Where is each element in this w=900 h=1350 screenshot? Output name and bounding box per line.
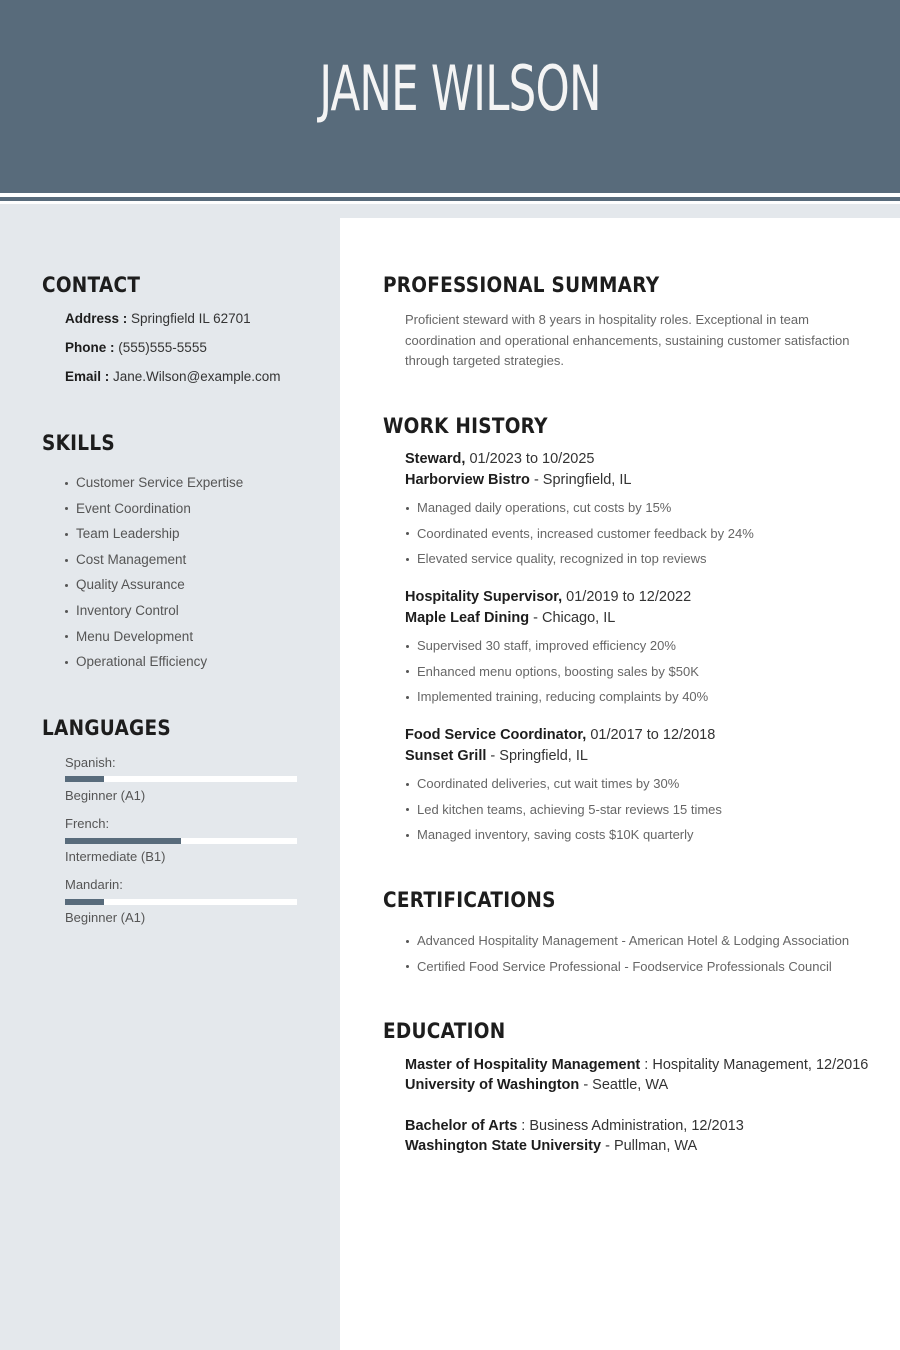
job-company-line — [405, 472, 631, 488]
education-location: - Pullman, WA — [605, 1138, 698, 1154]
summary-text: Proficient steward with 8 years in hospitality roles. Exceptional in team coordination and operational enhancements, sustaining customer satisfaction through targeted strategies. — [405, 312, 850, 369]
job-company: Maple Leaf Dining — [405, 610, 530, 626]
education-degree: Master of Hospitality Management — [405, 1057, 641, 1073]
address-value: Springfield IL 62701 — [131, 311, 251, 326]
education-field: : Hospitality Management, 12/2016 — [644, 1057, 869, 1073]
skills-list — [64, 470, 243, 675]
job-location: - Chicago, IL — [533, 610, 616, 626]
job-bullet: Managed daily operations, cut costs by 15% — [405, 495, 754, 521]
education-school-line — [405, 1138, 697, 1154]
language-bar-fill — [65, 838, 181, 844]
job-bullet: Led kitchen teams, achieving 5-star reviews 15 times — [405, 797, 722, 823]
skill-item: Cost Management — [64, 547, 243, 573]
language-bar — [65, 776, 297, 782]
contact-email — [65, 369, 281, 384]
language-name: Mandarin: — [65, 877, 123, 892]
job-bullet: Supervised 30 staff, improved efficiency 20% — [405, 633, 708, 659]
job-location: - Springfield, IL — [533, 472, 632, 488]
job-role: Steward, — [405, 451, 466, 467]
education-school-line — [405, 1077, 668, 1093]
job-title-line — [405, 589, 691, 605]
skill-item: Menu Development — [64, 624, 243, 650]
job-company-line — [405, 610, 615, 626]
language-name: Spanish: — [65, 755, 116, 770]
job-bullet: Implemented training, reducing complaints by 40% — [405, 684, 708, 710]
contact-phone — [65, 340, 207, 355]
education-field: : Business Administration, 12/2013 — [521, 1118, 744, 1134]
top-strip — [340, 204, 900, 218]
header-divider — [0, 197, 900, 201]
language-bar — [65, 838, 297, 844]
skill-item: Operational Efficiency — [64, 649, 243, 675]
certification-item: Advanced Hospitality Management - American Hotel & Lodging Association — [405, 928, 849, 954]
job-bullets — [405, 771, 722, 848]
education-school: University of Washington — [405, 1077, 580, 1093]
address-label: Address : — [65, 311, 128, 326]
job-role: Food Service Coordinator, — [405, 727, 587, 743]
job-bullets — [405, 495, 754, 572]
job-dates: 01/2017 to 12/2018 — [590, 727, 716, 743]
education-degree-line — [405, 1057, 868, 1073]
languages-heading: LANGUAGES — [42, 716, 171, 740]
job-role: Hospitality Supervisor, — [405, 589, 563, 605]
language-level: Beginner (A1) — [65, 788, 146, 803]
education-degree-line — [405, 1118, 744, 1134]
candidate-name: JANE WILSON — [319, 52, 601, 125]
phone-label: Phone : — [65, 340, 115, 355]
job-company-line — [405, 748, 588, 764]
phone-value: (555)555-5555 — [118, 340, 207, 355]
skill-item: Inventory Control — [64, 598, 243, 624]
education-heading: EDUCATION — [383, 1019, 506, 1043]
job-bullet: Coordinated events, increased customer feedback by 24% — [405, 521, 754, 547]
job-location: - Springfield, IL — [490, 748, 588, 764]
skill-item: Event Coordination — [64, 496, 243, 522]
summary-heading: PROFESSIONAL SUMMARY — [383, 273, 660, 297]
language-bar-fill — [65, 776, 104, 782]
job-title-line — [405, 451, 594, 467]
certifications-list — [405, 928, 849, 979]
certifications-heading: CERTIFICATIONS — [383, 888, 556, 912]
job-dates: 01/2023 to 10/2025 — [469, 451, 595, 467]
job-company: Sunset Grill — [405, 748, 487, 764]
job-bullet: Elevated service quality, recognized in top reviews — [405, 546, 754, 572]
contact-heading: CONTACT — [42, 273, 141, 297]
email-value: Jane.Wilson@example.com — [113, 369, 281, 384]
education-degree: Bachelor of Arts — [405, 1118, 518, 1134]
contact-address — [65, 311, 251, 326]
work-history-heading: WORK HISTORY — [383, 414, 548, 438]
skill-item: Quality Assurance — [64, 572, 243, 598]
language-bar — [65, 899, 297, 905]
language-level: Beginner (A1) — [65, 910, 146, 925]
language-name: French: — [65, 816, 110, 831]
language-level: Intermediate (B1) — [65, 849, 166, 864]
skill-item: Team Leadership — [64, 521, 243, 547]
education-location: - Seattle, WA — [583, 1077, 669, 1093]
job-bullet: Enhanced menu options, boosting sales by $50K — [405, 659, 708, 685]
skill-item: Customer Service Expertise — [64, 470, 243, 496]
email-label: Email : — [65, 369, 110, 384]
language-bar-fill — [65, 899, 104, 905]
job-dates: 01/2019 to 12/2022 — [566, 589, 692, 605]
job-title-line — [405, 727, 715, 743]
certification-item: Certified Food Service Professional - Foodservice Professionals Council — [405, 954, 849, 980]
job-company: Harborview Bistro — [405, 472, 530, 488]
skills-heading: SKILLS — [42, 431, 115, 455]
job-bullet: Coordinated deliveries, cut wait times by 30% — [405, 771, 722, 797]
education-school: Washington State University — [405, 1138, 602, 1154]
job-bullets — [405, 633, 708, 710]
job-bullet: Managed inventory, saving costs $10K quarterly — [405, 822, 722, 848]
